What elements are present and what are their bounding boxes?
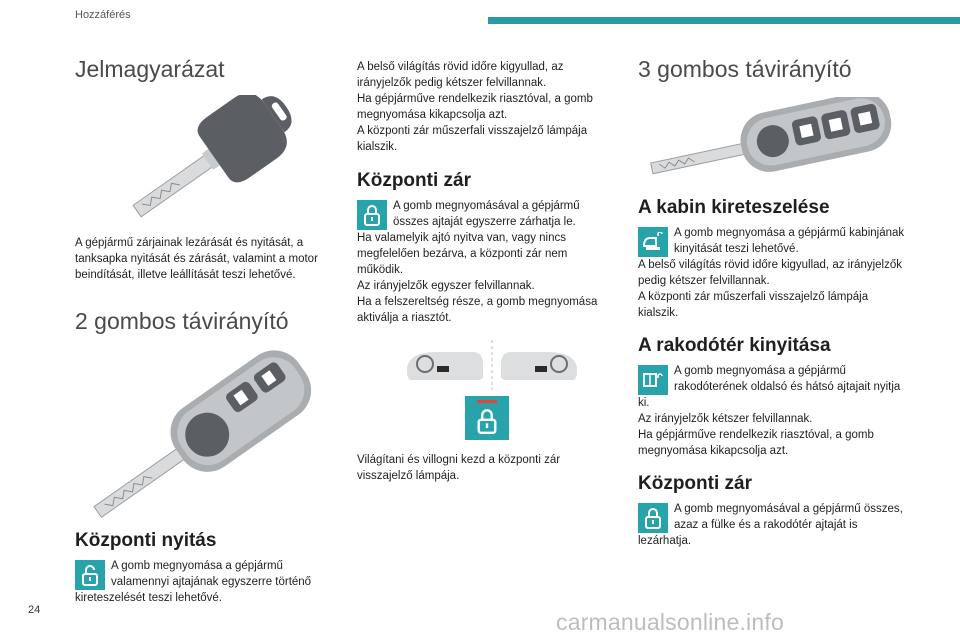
cargo-door-icon xyxy=(638,365,668,395)
lock-indicator-lamp xyxy=(465,396,509,440)
central-unlock-text: A gomb megnyomása a gépjármű valamennyi ajtajának egyszerre történő kireteszelését teszi lehetővé. xyxy=(75,560,312,604)
cab-door-icon xyxy=(638,227,668,257)
header-accent-bar xyxy=(488,17,960,24)
central-lock-title: Központi zár xyxy=(357,170,471,191)
legend-text: A gépjármű zárjainak lezárását és nyitását, a tanksapka nyitását és zárását, valamint a motor beindítását, illetve leállítását teszi lehetővé. xyxy=(75,237,318,281)
central-lock-3-block xyxy=(638,501,908,549)
cargo-open-title: A rakodótér kinyitása xyxy=(638,335,831,356)
page-number: 24 xyxy=(28,604,41,616)
cargo-open-block xyxy=(638,363,908,459)
two-button-title: 2 gombos távirányító xyxy=(75,308,289,334)
central-unlock-title: Központi nyitás xyxy=(75,530,217,551)
central-lock-text: A gomb megnyomásával a gépjármű összes ajtaját egyszerre zárhatja le. Ha valamelyik ajtó nyitva van, vagy nincs megfelelően bezárva, a központi zár nem működik. Az irányjelzők egyszer felvillannak. Ha a felszereltség része, a gomb megnyomása aktiválja a riasztót. xyxy=(357,200,598,324)
lock-icon xyxy=(357,200,387,230)
dashboard-indicator-illustration xyxy=(397,340,587,390)
cab-unlock-text: A gomb megnyomása a gépjármű kabinjának kinyitását teszi lehetővé. A belső világítás rövid időre kigyullad, az irányjelzők pedig kétszer felvillannak. A központi zár műszerfali visszajelző lámpája kialszik. xyxy=(638,227,905,319)
col2-intro-text: A belső világítás rövid időre kigyullad, az irányjelzők pedig kétszer felvillannak. Ha gépjárműve rendelkezik riasztóval, a gomb megnyomása kikapcsolja azt. A központi zár műszerfali visszajelző lámpája kialszik. xyxy=(357,61,593,153)
lock-lamp-icon xyxy=(475,408,499,434)
column-3 xyxy=(638,56,908,549)
two-button-key-illustration xyxy=(83,350,328,520)
central-lock-3-text: A gomb megnyomásával a gépjármű összes, azaz a fülke és a rakodótér ajtaját is lezárhatja. xyxy=(638,503,903,547)
plain-key-illustration xyxy=(115,95,305,225)
three-button-key-illustration xyxy=(648,97,898,177)
legend-title: Jelmagyarázat xyxy=(75,56,225,82)
three-button-title: 3 gombos távirányító xyxy=(638,56,852,82)
cab-unlock-block xyxy=(638,225,908,321)
unlock-icon xyxy=(75,560,105,590)
section-header: Hozzáférés xyxy=(75,9,131,21)
central-lock-3-title: Központi zár xyxy=(638,473,752,494)
cargo-open-text: A gomb megnyomása a gépjármű rakodóterének oldalsó és hátsó ajtajait nyitja ki. Az irányjelzők kétszer felvillannak. Ha gépjárműve rendelkezik riasztóval, a gomb megnyomása kikapcsolja azt. xyxy=(638,365,901,457)
central-lock-block xyxy=(357,198,615,326)
watermark: carmanualsonline.info xyxy=(556,609,784,635)
central-unlock-block xyxy=(75,558,335,606)
column-1 xyxy=(75,56,335,606)
column-2 xyxy=(357,59,615,484)
central-lock-footer-text: Világítani és villogni kezd a központi zár visszajelző lámpája. xyxy=(357,454,561,482)
cab-unlock-title: A kabin kireteszelése xyxy=(638,197,830,218)
lock-icon xyxy=(638,503,668,533)
